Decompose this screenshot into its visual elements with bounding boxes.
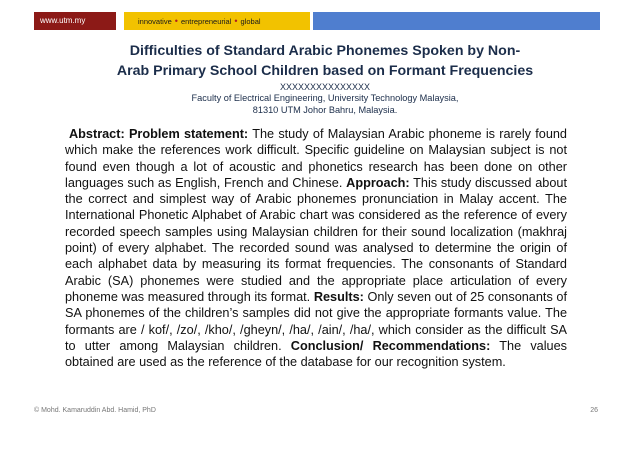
paper-title-line-1: Difficulties of Standard Arabic Phonemes Spoken by Non-	[129, 43, 521, 59]
problem-statement-label: Problem statement:	[128, 127, 249, 141]
slogan-word-entrepreneurial: entrepreneurial	[180, 17, 232, 26]
abstract-label: Abstract:	[69, 127, 125, 141]
conclusion-text: The values obtained are used as the reference of the database for our recognition system.	[65, 338, 568, 370]
slogan-word-innovative: innovative	[138, 17, 172, 26]
slogan	[124, 12, 310, 30]
affiliation-line-2: 81310 UTM Johor Bahru, Malaysia.	[252, 105, 398, 115]
site-url[interactable]: www.utm.my	[34, 12, 116, 30]
affiliation-line-1: Faculty of Electrical Engineering, University Technology Malaysia,	[191, 93, 459, 103]
approach-text: This study discussed about the correct and simplest way of Arabic phonemes pronunciation in Malay accent. The International Phonetic Alphabet of Arabic chart was considered as the reference of every recorded speech samples using Malaysian children for their sound localization (makhraj point) of every alphabet. The recorded sound was analysed to determine the origin of each alphabet data by measuring its format frequencies. The consonants of Standard Arabic (SA) phonemes were studied and the appropriate place articulation of every phoneme was measured through its format.	[65, 175, 567, 304]
results-label: Results:	[313, 289, 364, 304]
paper-title-line-2: Arab Primary School Children based on Formant Frequencies	[116, 63, 534, 79]
results-text: Only seven out of 25 consonants of SA phonemes of the children’s samples did not give the appropriate formants value. The formants are / kof/, /zo/, /kho/, /gheyn/, /ha/, /ain/, /ha/, which consider as the difficult SA to utter among Malaysian children.	[65, 289, 567, 353]
abstract-paragraph	[65, 126, 567, 370]
header-spacer	[116, 12, 124, 30]
header-bar	[34, 12, 600, 30]
header-accent-bar	[313, 12, 600, 30]
conclusion-label: Conclusion/ Recommendations:	[290, 338, 491, 353]
problem-statement-text: The study of Malaysian Arabic phoneme is rarely found which make the references work difficult. Specific guideline on Malaysian subject is not found even though a lot of acoustic and phonetics research has been done on other languages such as English, French and Chinese.	[65, 127, 567, 190]
footer-copyright: © Mohd. Kamaruddin Abd. Hamid, PhD	[34, 407, 156, 414]
page-number: 26	[590, 407, 598, 414]
slogan-word-global: global	[240, 17, 261, 26]
slogan-separator: •	[234, 16, 238, 26]
slogan-separator: •	[174, 16, 178, 26]
author-name: XXXXXXXXXXXXXXX	[279, 82, 371, 92]
approach-label: Approach:	[346, 175, 410, 190]
